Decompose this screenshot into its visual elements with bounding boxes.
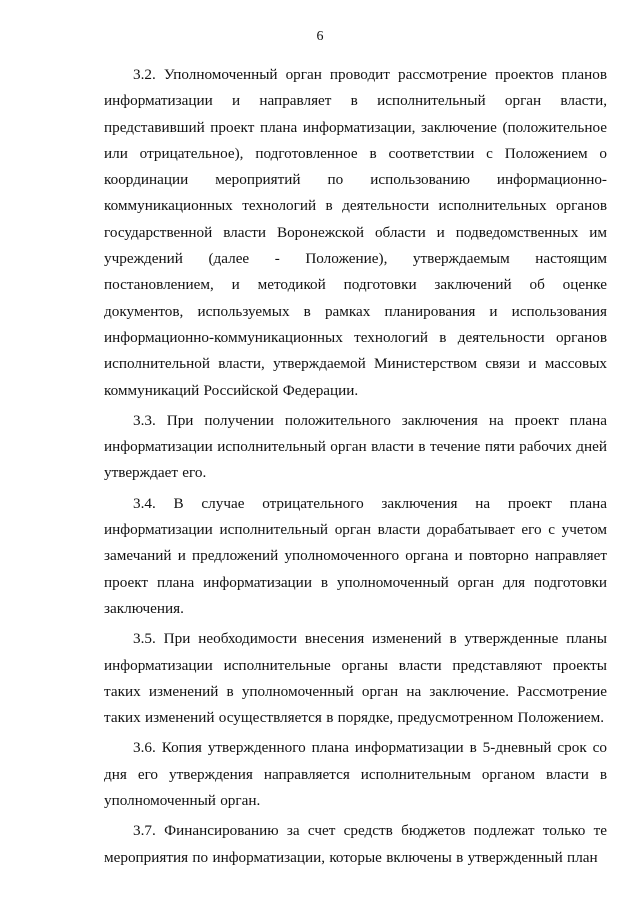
document-body	[104, 62, 607, 875]
page-number: 6	[316, 29, 324, 44]
paragraph-3-3: 3.3. При получении положительного заключения на проект плана информатизации исполнительный орган власти в течение пяти рабочих дней утверждает его.	[104, 411, 607, 482]
paragraph-3-7: 3.7. Финансированию за счет средств бюджетов подлежат только те мероприятия по информатизации, которые включены в утвержденный план	[104, 822, 607, 866]
paragraph-3-4: 3.4. В случае отрицательного заключения на проект плана информатизации исполнительный орган власти дорабатывает его с учетом замечаний и предложений уполномоченного органа и повторно направляет проект плана информатизации в уполномоченный орган для подготовки заключения.	[104, 494, 607, 617]
paragraph-3-2: 3.2. Уполномоченный орган проводит рассмотрение проектов планов информатизации и направляет в исполнительный орган власти, представивший проект плана информатизации, заключение (положительное или отрицательное), подготовленное в соответствии с Положением о координации мероприятий по использованию информационно-коммуникационных технологий в деятельности исполнительных органов государственной власти Воронежской области и подведомственных им учреждений (далее - Положение), утверждаемым настоящим постановлением, и методикой подготовки заключений об оценке документов, используемых в рамках планирования и использования информационно-коммуникационных технологий в деятельности органов исполнительной власти, утверждаемой Министерством связи и массовых коммуникаций Российской Федерации.	[104, 66, 607, 399]
paragraph-3-5: 3.5. При необходимости внесения изменений в утвержденные планы информатизации исполнительные органы власти представляют проекты таких изменений в уполномоченный орган на заключение. Рассмотрение таких изменений осуществляется в порядке, предусмотренном Положением.	[104, 630, 607, 727]
paragraph-3-6: 3.6. Копия утвержденного плана информатизации в 5-дневный срок со дня его утверждения направляется исполнительным органом власти в уполномоченный орган.	[104, 739, 607, 810]
